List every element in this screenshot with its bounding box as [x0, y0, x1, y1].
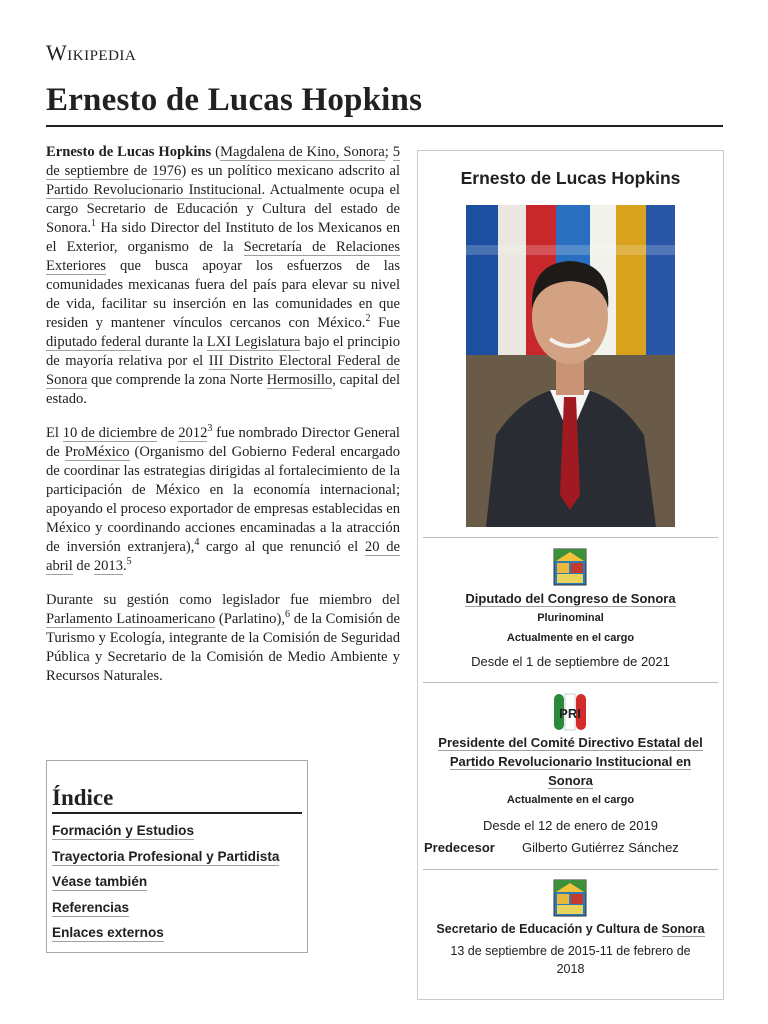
- title-divider: [46, 125, 723, 127]
- office-status: Actualmente en el cargo: [506, 632, 635, 644]
- reference-link[interactable]: 5: [126, 556, 132, 568]
- text-run: Ha sido Director del Instituto de los Mexicanos en el Exterior, organismo de la: [46, 220, 400, 255]
- article-link[interactable]: 1976: [152, 163, 182, 179]
- text-run: que comprende la zona Norte: [87, 372, 267, 388]
- article-link[interactable]: Parlamento Latinoamericano: [46, 611, 216, 627]
- office-secretario-prefix: Secretario de Educación y Cultura de: [436, 922, 659, 936]
- text-run: de: [156, 425, 179, 441]
- toc-item-trayectoria[interactable]: Trayectoria Profesional y Partidista: [52, 848, 280, 864]
- office-sonora-link[interactable]: Sonora: [661, 922, 705, 936]
- predecessor-value: Gilberto Gutiérrez Sánchez: [522, 840, 679, 855]
- text-run: Durante su gestión como legislador fue miembro del: [46, 592, 400, 608]
- toc-item-enlaces[interactable]: Enlaces externos: [52, 925, 164, 940]
- wikipedia-wordmark[interactable]: Wikipedia: [46, 40, 137, 65]
- reference-link[interactable]: 4: [194, 537, 200, 549]
- office-since: Desde el 1 de septiembre de 2021: [471, 654, 670, 669]
- text-run: .: [123, 558, 127, 574]
- article-link[interactable]: 2012: [178, 425, 208, 441]
- text-run: de la Comisión de Turismo y Ecología, integrante de la Comisión de Seguridad Pública y Secretario de la Comisión de Medio Ambiente y Recursos Naturales.: [46, 611, 400, 684]
- toc-item-referencias[interactable]: Referencias: [52, 899, 130, 915]
- text-run: fue nombrado Director General de: [46, 425, 400, 460]
- article-link[interactable]: LXI Legislatura: [206, 334, 301, 350]
- reference-link[interactable]: 6: [284, 609, 290, 621]
- text-run: , capital del estado.: [46, 372, 400, 407]
- article-link[interactable]: 10 de diciembre: [62, 425, 157, 441]
- paragraph-2: [46, 424, 400, 576]
- infobox-divider: [423, 537, 718, 538]
- toc-title: Índice: [52, 785, 302, 814]
- text-run: de: [72, 558, 94, 574]
- svg-text:PRI: PRI: [559, 706, 581, 721]
- article-link[interactable]: Partido Revolucionario Institucional: [46, 182, 262, 198]
- office-status: Actualmente en el cargo: [506, 794, 635, 806]
- article-link[interactable]: 20 de abril: [46, 539, 400, 574]
- text-run: (: [211, 144, 220, 160]
- office-pri-link-line2[interactable]: Partido Revolucionario Institucional en: [449, 754, 692, 769]
- text-run: cargo al que renunció el: [199, 539, 365, 555]
- portrait-photo[interactable]: [466, 205, 675, 527]
- article-link[interactable]: Hermosillo: [266, 372, 333, 388]
- office-since: Desde el 12 de enero de 2019: [483, 818, 658, 833]
- predecessor-label: Predecesor: [424, 840, 495, 855]
- text-run: El: [46, 425, 63, 441]
- office-term-line1: 13 de septiembre de 2015-11 de febrero de: [450, 944, 691, 958]
- paragraph-3: [46, 591, 400, 686]
- text-run: que busca apoyar los esfuerzos de las comunidades mexicanas fuera del país para elevar su nivel de vida, facilitar su inserción en las comunidades en que residen y mantener vínculos cercanos con México.: [46, 258, 400, 331]
- infobox-title: Ernesto de Lucas Hopkins: [460, 168, 681, 188]
- office-diputado-link[interactable]: Diputado del Congreso de Sonora: [465, 591, 676, 606]
- text-run: bajo el principio de mayoría relativa por el: [46, 334, 400, 369]
- article-link[interactable]: 5 de septiembre: [46, 144, 401, 179]
- text-run: de: [128, 163, 153, 179]
- text-run: Fue: [370, 315, 400, 331]
- office-term-line2: 2018: [556, 962, 585, 976]
- reference-link[interactable]: 2: [365, 313, 371, 325]
- office-type: Plurinominal: [537, 612, 604, 624]
- pri-emblem: [553, 692, 587, 730]
- toc-item-vease[interactable]: Véase también: [52, 874, 148, 889]
- text-run: ) es un político mexicano adscrito al: [181, 163, 401, 179]
- toc-item-formacion[interactable]: Formación y Estudios: [52, 823, 195, 838]
- infobox: [417, 150, 724, 1000]
- page-title: Ernesto de Lucas Hopkins: [46, 82, 423, 118]
- infobox-divider: [423, 869, 718, 870]
- office-pri-link-line1[interactable]: Presidente del Comité Directivo Estatal del: [438, 735, 703, 750]
- text-run: (Organismo del Gobierno Federal encargado de coordinar las estrategias dirigidas al fortalecimiento de la participación de México en la economía internacional; apoyando el proceso exportador de empresas establecidas en México y coordinando acciones encaminadas a la atracción de inversión extranjera),: [46, 444, 400, 555]
- article-link[interactable]: ProMéxico: [64, 444, 130, 460]
- bold-subject: Ernesto de Lucas Hopkins: [46, 144, 212, 160]
- article-body: [46, 143, 400, 701]
- infobox-divider: [423, 682, 718, 683]
- paragraph-1: [46, 143, 400, 409]
- text-run: (Parlatino),: [215, 611, 285, 627]
- text-run: ;: [384, 144, 393, 160]
- article-link[interactable]: III Distrito Electoral Federal de Sonora: [46, 353, 400, 388]
- reference-link[interactable]: 3: [207, 423, 213, 435]
- office-pri-link-line3[interactable]: Sonora: [548, 773, 593, 788]
- article-link[interactable]: diputado federal: [46, 334, 142, 350]
- article-link[interactable]: Magdalena de Kino, Sonora: [220, 144, 385, 160]
- text-run: durante la: [141, 334, 207, 350]
- toc-list: [52, 818, 302, 946]
- office-secretario: [418, 922, 723, 936]
- article-link[interactable]: Secretaría de Relaciones Exteriores: [46, 239, 400, 274]
- reference-link[interactable]: 1: [91, 218, 96, 230]
- sonora-emblem: [553, 879, 587, 917]
- text-run: . Actualmente ocupa el cargo Secretario de Educación y Cultura del estado de Sonora.: [46, 182, 400, 236]
- sonora-congress-emblem: [553, 548, 587, 586]
- article-link[interactable]: 2013: [93, 558, 124, 574]
- table-of-contents: [46, 760, 308, 953]
